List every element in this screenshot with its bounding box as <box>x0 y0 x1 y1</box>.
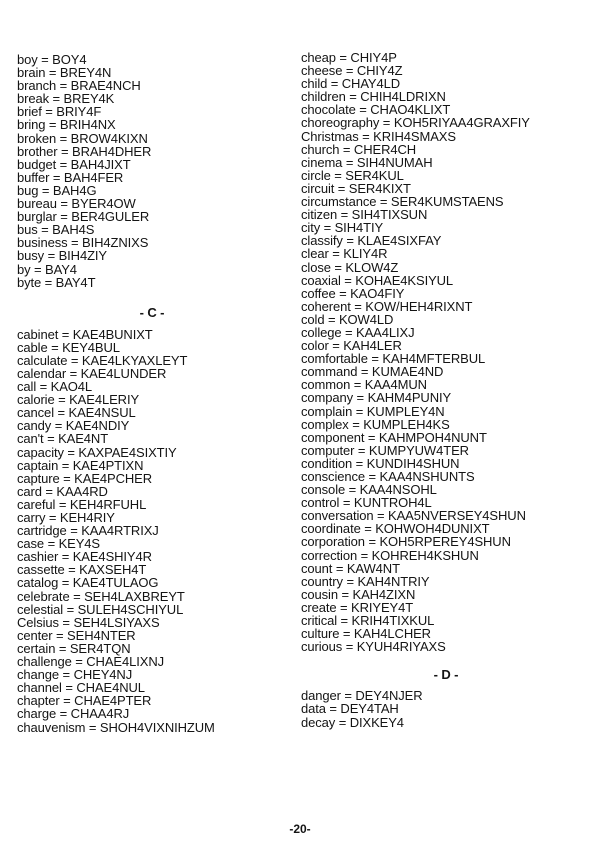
entry-list-c-continued <box>301 51 591 653</box>
dictionary-entry: bus = BAH4S <box>17 222 95 238</box>
dictionary-entry: data = DEY4TAH <box>301 701 399 717</box>
dictionary-entry: calendar = KAE4LUNDER <box>17 365 167 381</box>
dictionary-entry: circle = SER4KUL <box>301 167 404 183</box>
dictionary-entry: brain = BREY4N <box>17 65 112 81</box>
dictionary-entry: calorie = KAE4LERIY <box>17 392 140 408</box>
dictionary-entry: chapter = CHAE4PTER <box>17 693 152 709</box>
dictionary-entry: coffee = KAO4FIY <box>301 285 405 301</box>
entry-list-d <box>301 689 591 728</box>
page-number: -20- <box>289 822 311 836</box>
dictionary-entry: capacity = KAXPAE4SIXTIY <box>17 444 177 460</box>
dictionary-entry: child = CHAY4LD <box>301 76 401 92</box>
dictionary-entry: captain = KAE4PTIXN <box>17 457 144 473</box>
dictionary-entry: company = KAHM4PUNIY <box>301 390 452 406</box>
dictionary-entry: classify = KLAE4SIXFAY <box>301 233 442 249</box>
dictionary-entry: computer = KUMPYUW4TER <box>301 442 469 458</box>
dictionary-entry: circuit = SER4KIXT <box>301 180 411 196</box>
dictionary-entry: celebrate = SEH4LAXBREYT <box>17 588 185 604</box>
section-heading-c: - C - <box>139 304 165 320</box>
dictionary-entry: cinema = SIH4NUMAH <box>301 154 433 170</box>
dictionary-entry: children = CHIH4LDRIXN <box>301 89 446 105</box>
dictionary-entry: control = KUNTROH4L <box>301 495 432 511</box>
dictionary-entry: change = CHEY4NJ <box>17 667 133 683</box>
dictionary-entry: boy = BOY4 <box>17 52 87 67</box>
dictionary-entry: count = KAW4NT <box>301 560 400 576</box>
entry-list-b <box>17 53 279 289</box>
dictionary-entry: brother = BRAH4DHER <box>17 143 152 159</box>
dictionary-entry: critical = KRIH4TIXKUL <box>301 613 435 629</box>
dictionary-entry: circumstance = SER4KUMSTAENS <box>301 194 504 210</box>
dictionary-entry: broken = BROW4KIXN <box>17 130 148 146</box>
dictionary-entry: cable = KEY4BUL <box>17 339 120 355</box>
dictionary-entry: cold = KOW4LD <box>301 311 394 327</box>
dictionary-entry: cassette = KAXSEH4T <box>17 562 147 578</box>
dictionary-entry: clear = KLIY4R <box>301 246 388 262</box>
dictionary-entry: create = KRIYEY4T <box>301 599 414 615</box>
dictionary-entry: cancel = KAE4NSUL <box>17 405 136 421</box>
dictionary-entry: careful = KEH4RFUHL <box>17 496 147 512</box>
dictionary-entry: coordinate = KOHWOH4DUNIXT <box>301 521 490 537</box>
dictionary-entry: cabinet = KAE4BUNIXT <box>17 326 153 342</box>
dictionary-entry: command = KUMAE4ND <box>301 364 444 380</box>
dictionary-entry: danger = DEY4NJER <box>301 688 423 704</box>
dictionary-entry: bureau = BYER4OW <box>17 196 136 212</box>
dictionary-entry: church = CHER4CH <box>301 141 417 157</box>
dictionary-entry: console = KAA4NSOHL <box>301 482 437 498</box>
dictionary-entry: coaxial = KOHAE4KSIYUL <box>301 272 454 288</box>
dictionary-entry: component = KAHMPOH4NUNT <box>301 429 487 445</box>
dictionary-entry: Christmas = KRIH4SMAXS <box>301 128 456 144</box>
dictionary-entry: can't = KAE4NT <box>17 431 109 447</box>
dictionary-entry: bug = BAH4G <box>17 182 97 198</box>
dictionary-entry: business = BIH4ZNIXS <box>17 235 149 251</box>
dictionary-entry: candy = KAE4NDIY <box>17 418 130 434</box>
dictionary-entry: culture = KAH4LCHER <box>301 626 431 642</box>
dictionary-entry: cousin = KAH4ZIXN <box>301 586 416 602</box>
dictionary-entry: bring = BRIH4NX <box>17 117 116 133</box>
dictionary-entry: complex = KUMPLEH4KS <box>301 416 450 432</box>
dictionary-entry: comfortable = KAH4MFTERBUL <box>301 351 486 367</box>
dictionary-entry: condition = KUNDIH4SHUN <box>301 455 460 471</box>
dictionary-entry: center = SEH4NTER <box>17 627 136 643</box>
dictionary-entry: capture = KAE4PCHER <box>17 470 153 486</box>
dictionary-entry: certain = SER4TQN <box>17 640 131 656</box>
dictionary-entry: budget = BAH4JIXT <box>17 156 131 172</box>
dictionary-entry: charge = CHAA4RJ <box>17 706 130 722</box>
dictionary-entry: country = KAH4NTRIY <box>301 573 430 589</box>
dictionary-entry: case = KEY4S <box>17 536 100 552</box>
dictionary-entry: calculate = KAE4LKYAXLEYT <box>17 352 188 368</box>
dictionary-entry: break = BREY4K <box>17 91 115 107</box>
dictionary-entry: cheese = CHIY4Z <box>301 63 403 79</box>
dictionary-entry: chocolate = CHAO4KLIXT <box>301 102 451 118</box>
dictionary-entry: channel = CHAE4NUL <box>17 680 145 696</box>
dictionary-entry: chauvenism = SHOH4VIXNIHZUM <box>17 719 215 735</box>
dictionary-entry: curious = KYUH4RIYAXS <box>301 639 446 655</box>
dictionary-entry: burglar = BER4GULER <box>17 209 150 225</box>
dictionary-entry: byte = BAY4T <box>17 274 96 290</box>
dictionary-entry: celestial = SULEH4SCHIYUL <box>17 601 184 617</box>
dictionary-entry: correction = KOHREH4KSHUN <box>301 547 479 563</box>
dictionary-entry: cartridge = KAA4RTRIXJ <box>17 523 159 539</box>
dictionary-entry: by = BAY4 <box>17 261 77 277</box>
entry-list-c <box>17 328 279 734</box>
dictionary-entry: citizen = SIH4TIXSUN <box>301 207 428 223</box>
dictionary-entry: conscience = KAA4NSHUNTS <box>301 469 475 484</box>
dictionary-entry: common = KAA4MUN <box>301 377 427 393</box>
dictionary-entry: cashier = KAE4SHIY4R <box>17 549 152 565</box>
dictionary-entry: coherent = KOW/HEH4RIXNT <box>301 298 473 314</box>
dictionary-entry: brief = BRIY4F <box>17 104 102 120</box>
dictionary-entry: branch = BRAE4NCH <box>17 78 141 94</box>
left-column <box>17 53 279 734</box>
right-column <box>301 51 591 729</box>
dictionary-entry: Celsius = SEH4LSIYAXS <box>17 614 160 630</box>
dictionary-entry: catalog = KAE4TULAOG <box>17 575 159 591</box>
dictionary-entry: card = KAA4RD <box>17 483 108 499</box>
dictionary-entry: call = KAO4L <box>17 379 93 395</box>
dictionary-entry: conversation = KAA5NVERSEY4SHUN <box>301 508 526 524</box>
dictionary-entry: corporation = KOH5RPEREY4SHUN <box>301 534 511 550</box>
dictionary-entry: choreography = KOH5RIYAA4GRAXFIY <box>301 115 530 131</box>
dictionary-entry: color = KAH4LER <box>301 338 402 354</box>
dictionary-entry: cheap = CHIY4P <box>301 50 397 65</box>
dictionary-entry: city = SIH4TIY <box>301 220 384 236</box>
dictionary-entry: complain = KUMPLEY4N <box>301 403 445 419</box>
dictionary-entry: challenge = CHAE4LIXNJ <box>17 654 165 670</box>
dictionary-entry: decay = DIXKEY4 <box>301 714 404 730</box>
dictionary-entry: close = KLOW4Z <box>301 259 399 275</box>
dictionary-entry: carry = KEH4RIY <box>17 510 115 525</box>
dictionary-entry: busy = BIH4ZIY <box>17 248 108 264</box>
dictionary-entry: college = KAA4LIXJ <box>301 324 415 340</box>
section-heading-d: - D - <box>433 667 459 683</box>
dictionary-entry: buffer = BAH4FER <box>17 169 124 185</box>
